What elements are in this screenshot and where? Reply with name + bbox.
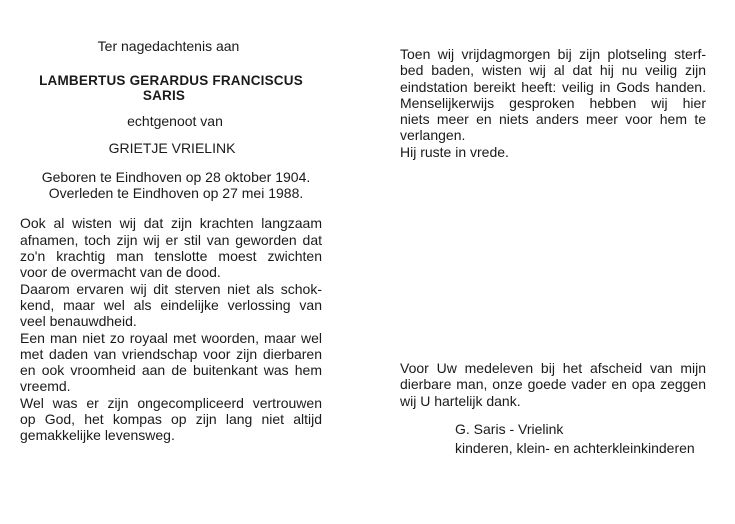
thanks-line: dierbare man, onze goede vader en opa zeggen bbox=[400, 376, 706, 393]
text-line: kend, maar wel als eindelijke verlossing van bbox=[20, 296, 322, 313]
spouse-name: GRIETJE VRIELINK bbox=[108, 139, 236, 156]
thanks-paragraph bbox=[400, 360, 706, 409]
signature-name: G. Saris - Vrielink bbox=[455, 421, 564, 437]
signature-block bbox=[455, 420, 695, 458]
born-line: Geboren te Eindhoven op 28 oktober 1904. bbox=[41, 168, 311, 185]
text-line: op God, het kompas op zijn lang niet altijd bbox=[20, 411, 322, 428]
text-line: bed baden, wisten wij al dat hij nu veilig zijn bbox=[400, 62, 706, 79]
text-line: Hij ruste in vrede. bbox=[400, 143, 509, 160]
text-line: Menselijkerwijs gesproken hebben wij hier bbox=[400, 94, 706, 111]
right-panel bbox=[400, 46, 706, 160]
text-line: en ook vroomheid aan de buitenkant was hem bbox=[20, 362, 322, 379]
spouse-intro: echtgenoot van bbox=[127, 113, 223, 130]
tribute-paragraph bbox=[20, 215, 322, 443]
text-line: verlangen. bbox=[400, 127, 466, 144]
text-line: Een man niet zo royaal met woorden, maar wel bbox=[20, 329, 322, 346]
text-line: Ook al wisten wij dat zijn krachten langzaam bbox=[20, 215, 322, 232]
text-line: Toen wij vrijdagmorgen bij zijn plotseling sterf- bbox=[400, 46, 706, 62]
text-line: gemakkelijke levensweg. bbox=[20, 427, 175, 444]
text-line: voor de overmacht van de dood. bbox=[20, 264, 221, 281]
text-line: Wel was er zijn ongecompliceerd vertrouwen bbox=[20, 394, 322, 411]
faith-paragraph bbox=[400, 46, 706, 160]
died-line: Overleden te Eindhoven op 27 mei 1988. bbox=[48, 185, 304, 202]
text-line: Daarom ervaren wij dit sterven niet als schok- bbox=[20, 280, 322, 297]
text-line: zo'n krachtig man tenslotte moest zwichten bbox=[20, 248, 322, 265]
text-line: vreemd. bbox=[20, 378, 71, 395]
thanks-line: wij U hartelijk dank. bbox=[400, 392, 521, 409]
text-line: afnamen, toch zijn wij er stil van geworden dat bbox=[20, 231, 322, 248]
left-panel bbox=[20, 38, 322, 444]
text-line: eindstation bereikt heeft: veilig in Gods handen. bbox=[400, 78, 706, 95]
thanks-line: Voor Uw medeleven bij het afscheid van mijn bbox=[400, 360, 706, 376]
text-line: niets meer en niets anders meer voor hem te bbox=[400, 111, 706, 128]
signature-family: kinderen, klein- en achterkleinkinderen bbox=[455, 440, 695, 456]
text-line: veel benauwdheid. bbox=[20, 313, 137, 330]
name-line-2: SARIS bbox=[142, 88, 186, 104]
name-line-1: LAMBERTUS GERARDUS FRANCISCUS bbox=[39, 73, 303, 89]
text-line: met daden van vriendschap voor zijn dierbaren bbox=[20, 345, 322, 362]
memory-line: Ter nagedachtenis aan bbox=[97, 38, 240, 54]
